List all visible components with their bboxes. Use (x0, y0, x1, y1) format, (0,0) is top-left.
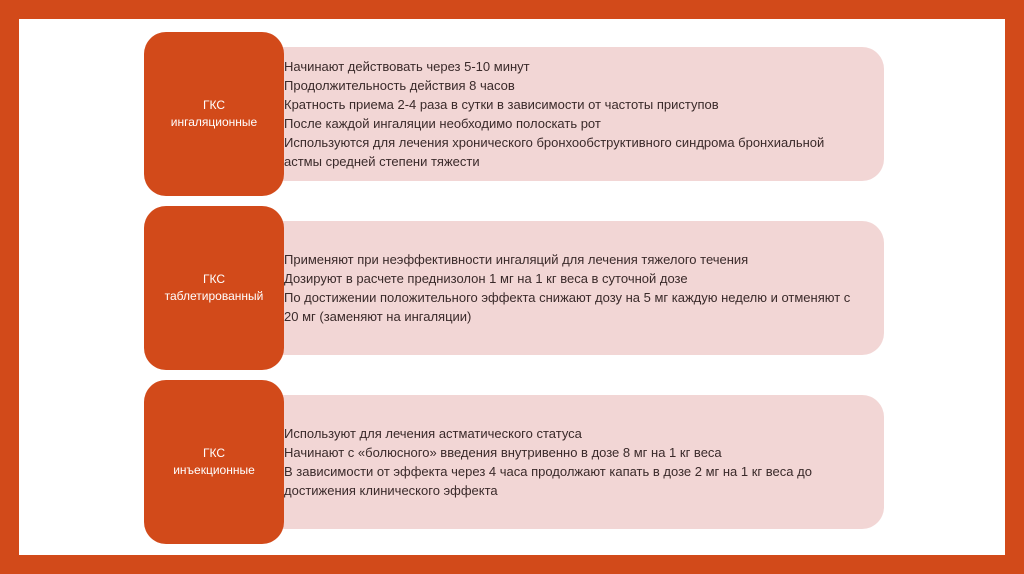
group-injection (144, 380, 884, 544)
list-item: • Кратность приема 2-4 раза в сутки в зависимости от частоты приступов (274, 95, 864, 114)
label-box-tablet (144, 206, 284, 370)
detail-box-inhaled (254, 47, 884, 181)
list-item: • Используют для лечения астматического статуса (274, 424, 864, 443)
group-title: ГКС (202, 98, 226, 112)
group-tablet (144, 206, 884, 370)
group-title: ГКС (202, 272, 226, 286)
list-item: • Применяют при неэффективности ингаляций для лечения тяжелого течения (274, 250, 864, 269)
detail-box-tablet (254, 221, 884, 355)
slide (19, 19, 1005, 555)
list-item: • Начинают действовать через 5-10 минут (274, 57, 864, 76)
bullet-list-tablet (274, 250, 864, 326)
detail-box-injection (254, 395, 884, 529)
list-item: • После каждой ингаляции необходимо полоскать рот (274, 114, 864, 133)
list-item: • Продолжительность действия 8 часов (274, 76, 864, 95)
list-item: • По достижении положительного эффекта снижают дозу на 5 мг каждую неделю и отменяют с 20 мг (заменяют на ингаляции) (274, 288, 864, 326)
bullet-list-inhaled (274, 57, 864, 171)
bullet-list-injection (274, 424, 864, 500)
list-item: • Начинают с «болюсного» введения внутривенно в дозе 8 мг на 1 кг веса (274, 443, 864, 462)
group-inhaled (144, 32, 884, 196)
list-item: • Используются для лечения хронического бронхообструктивного синдрома бронхиальной астмы средней степени тяжести (274, 133, 864, 171)
group-subtitle: таблетированный (164, 289, 264, 303)
group-subtitle: инъекционные (173, 463, 255, 477)
label-box-inhaled (144, 32, 284, 196)
group-title: ГКС (202, 446, 226, 460)
list-item: • В зависимости от эффекта через 4 часа продолжают капать в дозе 2 мг на 1 кг веса до достижения клинического эффекта (274, 462, 864, 500)
group-subtitle: ингаляционные (170, 115, 258, 129)
list-item: • Дозируют в расчете преднизолон 1 мг на 1 кг веса в суточной дозе (274, 269, 864, 288)
label-box-injection (144, 380, 284, 544)
